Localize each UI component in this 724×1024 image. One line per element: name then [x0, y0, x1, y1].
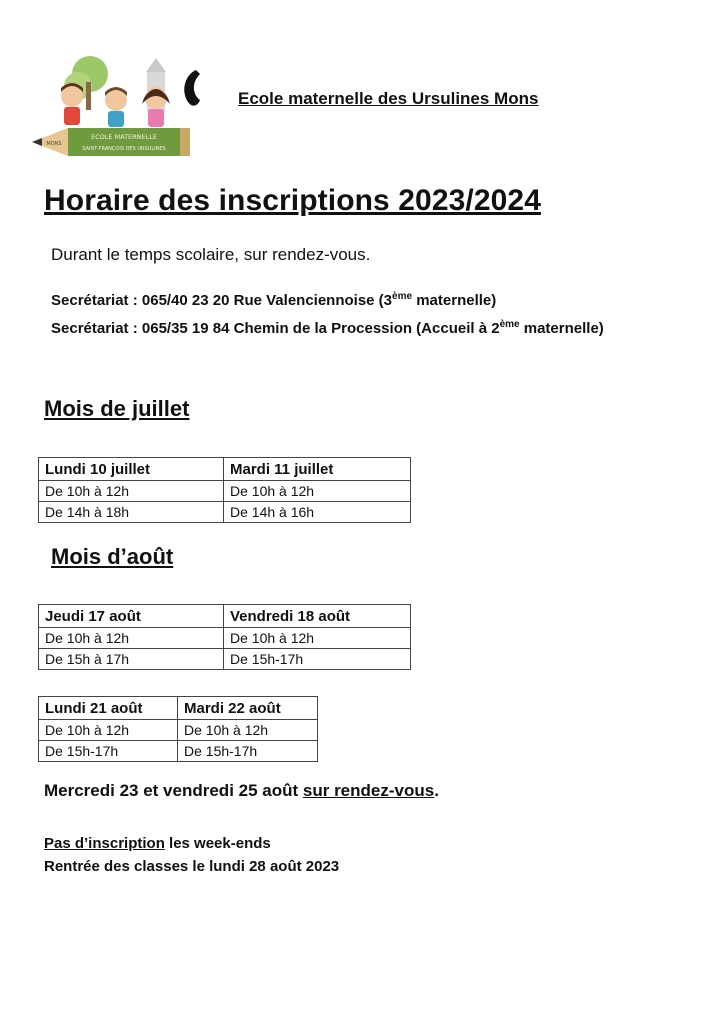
table-row	[39, 502, 411, 523]
time-slot: De 10h à 12h	[39, 720, 178, 741]
table-row	[39, 628, 411, 649]
july-schedule-table	[38, 457, 411, 523]
weekend-underlined: Pas d’inscription	[44, 835, 165, 852]
page-title: Horaire des inscriptions 2023/2024	[44, 184, 541, 217]
time-slot: De 15h-17h	[178, 741, 318, 762]
august-heading: Mois d’août	[51, 544, 174, 569]
school-logo	[28, 52, 218, 164]
time-slot: De 10h à 12h	[39, 628, 224, 649]
day-header: Mardi 22 août	[178, 697, 318, 720]
contact-line-1	[51, 286, 651, 311]
weekend-rest: les week-ends	[164, 835, 271, 852]
time-slot: De 10h à 12h	[178, 720, 318, 741]
contact-1-after: maternelle)	[412, 292, 497, 309]
table-header-row	[39, 697, 318, 720]
contact-1-text: Secrétariat : 065/40 23 20 Rue Valenciennoise (3	[51, 292, 393, 309]
table-row	[39, 741, 318, 762]
table-row	[39, 649, 411, 670]
time-slot: De 14h à 16h	[224, 502, 411, 523]
appointment-note	[44, 781, 439, 801]
table-row	[39, 720, 318, 741]
day-header: Vendredi 18 août	[224, 605, 411, 628]
children-pencil-illustration	[28, 52, 218, 164]
july-heading: Mois de juillet	[44, 396, 190, 421]
logo-line2: SAINT-FRANÇOIS DES URSULINES	[82, 146, 166, 152]
rentree-note: Rentrée des classes le lundi 28 août 2023	[44, 858, 340, 875]
time-slot: De 10h à 12h	[224, 481, 411, 502]
time-slot: De 15h-17h	[39, 741, 178, 762]
august-schedule-table-2	[38, 696, 318, 762]
day-header: Jeudi 17 août	[39, 605, 224, 628]
table-header-row	[39, 458, 411, 481]
contact-2-after: maternelle)	[519, 320, 604, 337]
day-header: Lundi 10 juillet	[39, 458, 224, 481]
day-header: Mardi 11 juillet	[224, 458, 411, 481]
contact-2-text: Secrétariat : 065/35 19 84 Chemin de la Procession (Accueil à 2	[51, 320, 500, 337]
contact-line-2	[51, 314, 611, 339]
contact-1-sup: ème	[392, 291, 413, 302]
logo-pencil-tag: MONS	[46, 141, 62, 147]
note-prefix: Mercredi 23 et vendredi 25 août	[44, 781, 303, 800]
day-header: Lundi 21 août	[39, 697, 178, 720]
note-suffix: .	[434, 781, 439, 800]
intro-text: Durant le temps scolaire, sur rendez-vous.	[51, 245, 371, 264]
note-underlined: sur rendez-vous	[302, 781, 435, 800]
time-slot: De 15h à 17h	[39, 649, 224, 670]
school-name: Ecole maternelle des Ursulines Mons	[238, 89, 539, 108]
table-row	[39, 481, 411, 502]
time-slot: De 10h à 12h	[39, 481, 224, 502]
august-schedule-table-1	[38, 604, 411, 670]
contact-2-sup: ème	[499, 319, 520, 330]
table-header-row	[39, 605, 411, 628]
time-slot: De 14h à 18h	[39, 502, 224, 523]
logo-line1: ECOLE MATERNELLE	[90, 133, 158, 141]
weekend-note	[44, 835, 271, 852]
time-slot: De 15h-17h	[224, 649, 411, 670]
time-slot: De 10h à 12h	[224, 628, 411, 649]
